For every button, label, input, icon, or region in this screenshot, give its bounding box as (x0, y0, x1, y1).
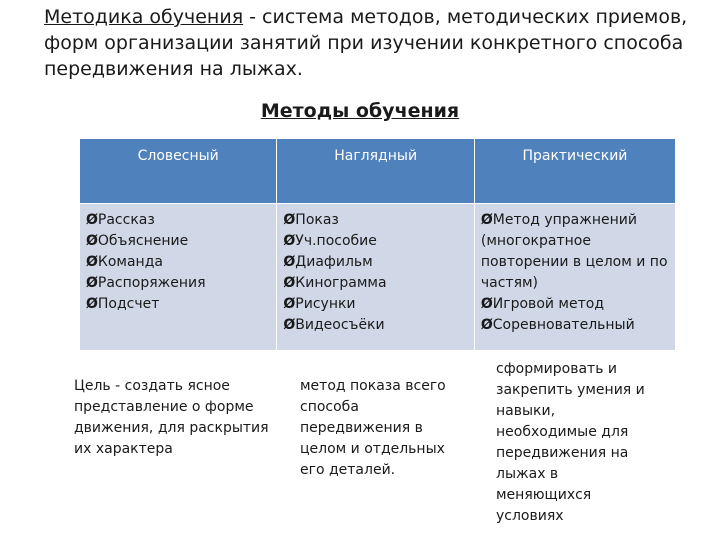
list-item: ØРисунки (283, 296, 356, 312)
list-item: ØПоказ (283, 212, 339, 228)
header-practical: Практический (474, 139, 675, 204)
list-item: ØОбъяснение (86, 233, 189, 249)
list-item: ØПодсчет (86, 296, 160, 312)
list-item: ØМетод упражнений (многократное повторении в целом и по частям) (480, 212, 668, 291)
visual-goal-text: метод показа всего способа передвижения в целом и отдельных его деталей. (300, 378, 446, 478)
methods-title-text: Методы обучения (260, 100, 460, 122)
practical-list (474, 204, 675, 351)
intro-definition: - система методов, методических приемов, форм организации занятий при изучении конкретного способа передвижения на лыжах. (44, 6, 688, 80)
methods-table (79, 138, 676, 351)
intro-term: Методика обучения (44, 6, 244, 28)
methods-body-row (80, 204, 676, 351)
arrow-bullet-icon: Ø (86, 275, 98, 291)
arrow-bullet-icon: Ø (480, 317, 493, 333)
verbal-goal-text: Цель - создать ясное представление о форме движения, для раскрытия их характера (74, 378, 269, 457)
arrow-bullet-icon: Ø (283, 254, 296, 270)
verbal-list (80, 204, 277, 351)
header-verbal: Словесный (80, 139, 277, 204)
arrow-bullet-icon: Ø (283, 296, 296, 312)
arrow-bullet-icon: Ø (86, 296, 98, 312)
list-item: ØУч.пособие (283, 233, 377, 249)
list-item: ØКинограмма (283, 275, 387, 291)
intro-paragraph (44, 4, 704, 82)
arrow-bullet-icon: Ø (283, 275, 296, 291)
arrow-bullet-icon: Ø (86, 254, 98, 270)
arrow-bullet-icon: Ø (86, 212, 98, 228)
list-item: ØИгровой метод (480, 296, 605, 312)
arrow-bullet-icon: Ø (480, 296, 493, 312)
header-visual: Наглядный (277, 139, 474, 204)
list-item: ØВидеосъёки (283, 317, 385, 333)
methods-header-row (80, 139, 676, 204)
arrow-bullet-icon: Ø (283, 233, 296, 249)
arrow-bullet-icon: Ø (283, 212, 296, 228)
visual-list (277, 204, 474, 351)
practical-goal-text: сформировать и закрепить умения и навыки, необходимые для передвижения на лыжах в меняющихся условиях (496, 361, 645, 524)
arrow-bullet-icon: Ø (480, 212, 493, 228)
arrow-bullet-icon: Ø (283, 317, 296, 333)
methods-title (0, 100, 720, 122)
list-item: ØРассказ (86, 212, 155, 228)
list-item: ØРаспоряжения (86, 275, 206, 291)
list-item: ØКоманда (86, 254, 163, 270)
list-item: ØСоревновательный (480, 317, 635, 333)
arrow-bullet-icon: Ø (86, 233, 98, 249)
list-item: ØДиафильм (283, 254, 373, 270)
